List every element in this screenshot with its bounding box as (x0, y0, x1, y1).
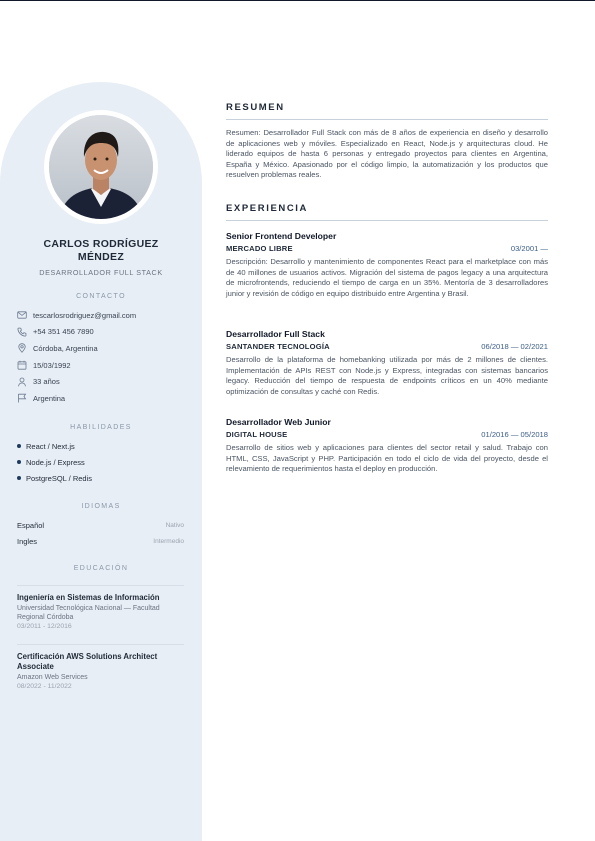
skills-section-title: HABILIDADES (70, 424, 132, 431)
job-company-row (226, 244, 548, 253)
skill-item (17, 470, 197, 486)
job-company-row (226, 342, 548, 351)
calendar-icon (17, 360, 27, 370)
skill-item (17, 438, 197, 454)
language-row (17, 517, 184, 533)
bullet-icon (17, 444, 21, 448)
summary-section-title: RESUMEN (226, 102, 548, 120)
job-company: SANTANDER TECNOLOGÍA (226, 342, 330, 351)
job-dates: 06/2018 — 02/2021 (481, 342, 548, 351)
contact-age-text: 33 años (33, 377, 60, 387)
summary-text: Resumen: Desarrollador Full Stack con más de 8 años de experiencia en diseño y desarrollo de aplicaciones web y móviles. Especializado en React, Node.js y arquitecturas cloud. He liderado equipos de hasta 6 personas y entregado proyectos para clientes en Argentina, España y México. Apasionado por el código limpio, la automatización y los productos que resuelven problemas reales. (226, 128, 548, 180)
language-name: Ingles (17, 536, 38, 546)
skills-list (17, 438, 197, 487)
contact-phone[interactable] (17, 324, 197, 341)
contact-email-text: tescarlosrodriguez@gmail.com (33, 310, 137, 320)
education-institution: Universidad Tecnológica Nacional — Facultad Regional Córdoba (17, 605, 160, 621)
education-degree: Ingeniería en Sistemas de Información (17, 593, 160, 602)
contact-list (17, 307, 197, 407)
job-description: Descripción: Desarrollo y mantenimiento de componentes React para el marketplace con más de 40 millones de usuarios activos. Migración del sistema de pagos legacy a una arquitectura de microfrontends, reduciendo el tiempo de carga en un 35%. Mentoría de 3 desarrolladores junior y revisión de código en equipo distribuido entre Argentina y Brasil. (226, 257, 548, 298)
contact-location-text: Córdoba, Argentina (33, 343, 98, 353)
language-row (17, 533, 184, 549)
job-dates: 01/2016 — 05/2018 (481, 430, 548, 439)
contact-nationality-text: Argentina (33, 393, 66, 403)
education-section-title: EDUCACIÓN (73, 565, 129, 572)
person-icon (17, 377, 27, 387)
job-description: Desarrollo de sitios web y aplicaciones para clientes del sector retail y salud. Trabajo con HTML, CSS, JavaScript y PHP. Participación en todo el ciclo de vida del proyecto, desde el relevamiento de requerimientos hasta el deploy en producción. (226, 443, 548, 474)
job-role: DESARROLLADOR FULL STACK (39, 268, 163, 277)
person-name: CARLOS RODRÍGUEZ MÉNDEZ (43, 238, 159, 263)
profile-photo (44, 110, 158, 224)
job-title: Desarrollador Web Junior (226, 417, 331, 427)
bullet-icon (17, 460, 21, 464)
experience-section-title: EXPERIENCIA (226, 203, 548, 221)
education-dates: 03/2011 - 12/2016 (17, 623, 72, 630)
education-institution: Amazon Web Services (17, 674, 88, 681)
mail-icon (17, 310, 27, 320)
job-dates: 03/2001 — (510, 244, 548, 253)
education-item (17, 585, 184, 631)
location-pin-icon (17, 343, 27, 353)
contact-birthdate-text: 15/03/1992 (33, 360, 71, 370)
contact-nationality (17, 390, 197, 407)
contact-email[interactable] (17, 307, 197, 324)
job-title: Desarrollador Full Stack (226, 329, 325, 339)
skill-item (17, 454, 197, 470)
job-title: Senior Frontend Developer (226, 231, 337, 241)
bullet-icon (17, 476, 21, 480)
job-description: Desarrollo de la plataforma de homebanking utilizada por más de 2 millones de clientes. Implementación de APIs REST con Node.js y Express, integradas con sistemas bancarios legacy. Reducción del tiempo de respuesta de endpoints críticos en un 40% mediante optimización de consultas y caché con Redis. (226, 355, 548, 396)
languages-section-title: IDIOMAS (81, 503, 121, 510)
contact-birthdate (17, 357, 197, 374)
education-dates: 08/2022 - 11/2022 (17, 683, 72, 690)
phone-icon (17, 327, 27, 337)
skill-label: PostgreSQL / Redis (26, 473, 93, 483)
skill-label: React / Next.js (26, 441, 75, 451)
job-company: MERCADO LIBRE (226, 244, 293, 253)
top-border (0, 0, 595, 1)
contact-location (17, 340, 197, 357)
job-company-row (226, 430, 548, 439)
contact-section-title: CONTACTO (76, 293, 126, 300)
contact-age (17, 373, 197, 390)
language-level: Nativo (165, 521, 184, 529)
languages-list (17, 517, 184, 549)
language-level: Intermedio (153, 537, 184, 545)
education-degree: Certificación AWS Solutions Architect Associate (17, 652, 158, 671)
language-name: Español (17, 520, 45, 530)
contact-phone-text: +54 351 456 7890 (33, 327, 94, 337)
avatar (49, 115, 153, 219)
skill-label: Node.js / Express (26, 457, 85, 467)
job-company: DIGITAL HOUSE (226, 430, 288, 439)
flag-icon (17, 393, 27, 403)
education-item (17, 644, 184, 691)
